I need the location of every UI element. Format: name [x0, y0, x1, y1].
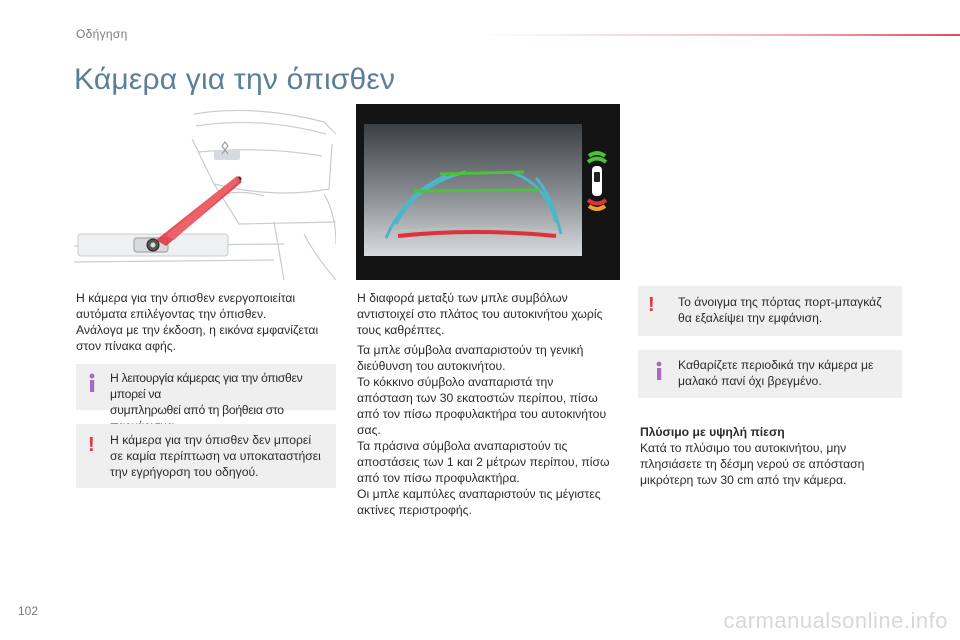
- intro-line: Η κάμερα για την όπισθεν ενεργοποιείται: [76, 291, 296, 305]
- exclamation-icon: !: [88, 434, 95, 456]
- warning-line: Η κάμερα για την όπισθεν δεν μπορεί: [110, 433, 312, 447]
- warning-box-driver: [76, 424, 336, 488]
- text-line: αποστάσεις των 1 και 2 μέτρων περίπου, πίσω: [357, 455, 610, 469]
- info-line: μαλακό πανί όχι βρεγμένο.: [678, 374, 822, 388]
- info-line: συμπληρωθεί από τη βοήθεια στο: [110, 403, 284, 417]
- header-rule: [480, 34, 960, 36]
- pressure-title: Πλύσιμο με υψηλή πίεση: [640, 425, 785, 439]
- text-line: αντιστοιχεί στο πλάτος του αυτοκινήτου χωρίς: [357, 307, 603, 321]
- page-title: Κάμερα για την όπισθεν: [74, 63, 396, 96]
- text-line: από τον πίσω προφυλακτήρα του αυτοκινήτου: [357, 407, 607, 421]
- warning-box-tailgate: [638, 286, 902, 336]
- warning-line: την εγρήγορση του οδηγού.: [110, 465, 259, 479]
- page-number: 102: [18, 604, 39, 618]
- text-line: Τα πράσινα σύμβολα αναπαριστούν τις: [357, 439, 568, 453]
- info-line: Η λειτουργία κάμερας για την όπισθεν μπορεί να: [110, 371, 303, 401]
- info-icon: [85, 372, 99, 394]
- intro-text: [76, 290, 346, 354]
- camera-display: [356, 104, 620, 280]
- warning-line: σε καμία περίπτωση να υποκαταστήσει: [110, 449, 321, 463]
- text-line: απόσταση των 30 εκατοστών περίπου, πίσω: [357, 391, 598, 405]
- text-line: ακτίνες περιστροφής.: [357, 503, 472, 517]
- symbols-explanation: [357, 290, 627, 518]
- text-line: Οι μπλε καμπύλες αναπαριστούν τις μέγιστες: [357, 487, 601, 501]
- text-line: μικρότερη των 30 cm από την κάμερα.: [640, 473, 847, 487]
- intro-line: Ανάλογα με την έκδοση, η εικόνα εμφανίζεται: [76, 323, 319, 337]
- info-box-parking: [76, 364, 336, 417]
- info-line: Καθαρίζετε περιοδικά την κάμερα με: [678, 358, 874, 372]
- text-line: σας.: [357, 423, 381, 437]
- warning-line: θα εξαλείψει την εμφάνιση.: [678, 311, 823, 325]
- pressure-washing-section: [640, 424, 920, 488]
- intro-line: αυτόματα επιλέγοντας την όπισθεν.: [76, 307, 267, 321]
- text-line: πλησιάσετε τη δέσμη νερού σε απόσταση: [640, 457, 865, 471]
- text-line: Το κόκκινο σύμβολο αναπαριστά την: [357, 375, 554, 389]
- info-icon: [652, 360, 666, 382]
- section-header: Οδήγηση: [76, 27, 128, 41]
- warning-line: Το άνοιγμα της πόρτας πορτ-μπαγκάζ: [678, 295, 882, 309]
- text-line: Τα μπλε σύμβολα αναπαριστούν τη γενική: [357, 343, 584, 357]
- watermark: carmanualsonline.info: [723, 608, 948, 633]
- text-line: διεύθυνση του αυτοκινήτου.: [357, 359, 506, 373]
- intro-line: στον πίνακα αφής.: [76, 339, 177, 353]
- exclamation-icon: !: [648, 294, 655, 316]
- text-line: τους καθρέπτες.: [357, 323, 445, 337]
- info-box-cleaning: [638, 350, 902, 398]
- text-line: από τον πίσω προφυλακτήρα.: [357, 471, 520, 485]
- rear-camera-illustration: [74, 104, 336, 280]
- text-line: Κατά το πλύσιμο του αυτοκινήτου, μην: [640, 441, 847, 455]
- text-line: Η διαφορά μεταξύ των μπλε συμβόλων: [357, 291, 568, 305]
